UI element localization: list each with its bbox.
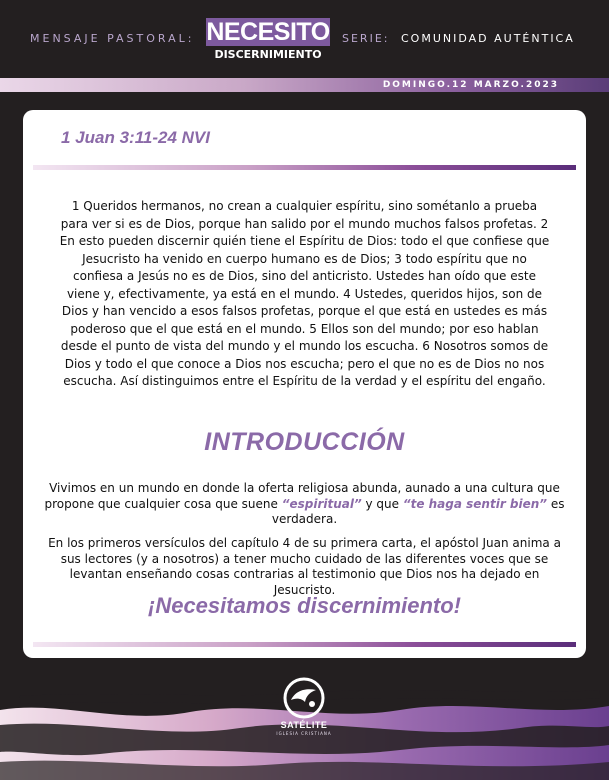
satelite-logo-icon: [282, 676, 326, 720]
series-name: COMUNIDAD AUTÉNTICA: [401, 32, 575, 45]
series-label: SERIE:: [342, 32, 390, 45]
date-text: DOMINGO.12 MARZO.2023: [382, 80, 559, 90]
divider-bottom: [33, 642, 576, 647]
divider-top: [33, 165, 576, 170]
logo-name: SATÉLITE: [280, 720, 328, 730]
page-subtitle: DISCERNIMIENTO: [214, 48, 322, 61]
intro-text-c: es verdadera.: [271, 496, 565, 526]
intro-text-a: Vivimos en un mundo en donde la oferta religiosa abunda, aunado a una cultura que propone que cualquier cosa que suene: [44, 481, 560, 511]
call-to-action: ¡Necesitamos discernimiento!: [148, 593, 461, 618]
bible-reference: 1 Juan 3:11-24 NVI: [61, 128, 210, 147]
intro-paragraph-1: [41, 481, 568, 528]
highlight-espiritual: “espiritual”: [281, 496, 362, 511]
header: [0, 0, 609, 78]
message-label: MENSAJE PASTORAL:: [30, 32, 195, 45]
intro-paragraph-2: En los primeros versículos del capítulo 4 de su primera carta, el apóstol Juan anima a sus lectores (y a nosotros) a tener mucho cuidado de las diferentes voces que se levantan enseñando cosas contrarias al testimonio que Dios nos ha dejado en Jesucristo.: [48, 536, 561, 597]
logo-subtitle: IGLESIA CRISTIANA: [276, 731, 332, 736]
highlight-sentir-bien: “te haga sentir bien”: [402, 496, 548, 511]
scripture-passage: 1 Queridos hermanos, no crean a cualquier espíritu, sino sométanlo a prueba para ver si es de Dios, porque han salido por el mundo muchos falsos profetas. 2 En esto pueden discernir quién tiene el Espíritu de Dios: todo el que confiese que Jesucristo ha venido en cuerpo humano es de Dios; 3 todo espíritu que no confiesa a Jesús no es de Dios, sino del anticristo. Ustedes han oído que este viene y, efectivamente, ya está en el mundo. 4 Ustedes, queridos hijos, son de Dios y han vencido a esos falsos profetas, porque el que está en ustedes es más poderoso que el que está en el mundo. 5 Ellos son del mundo; por eso hablan desde el punto de vista del mundo y el mundo los escucha. 6 Nosotros somos de Dios y todo el que conoce a Dios nos escucha; pero el que no es de Dios no nos escucha. Así distinguimos entre el Espíritu de la verdad y el espíritu del engaño.: [59, 199, 550, 388]
intro-text-b: y que: [361, 496, 403, 511]
intro-heading: INTRODUCCIÓN: [204, 428, 405, 456]
content-card: [23, 110, 586, 658]
title-box: [206, 18, 330, 46]
page-title: NECESITO: [206, 17, 330, 46]
